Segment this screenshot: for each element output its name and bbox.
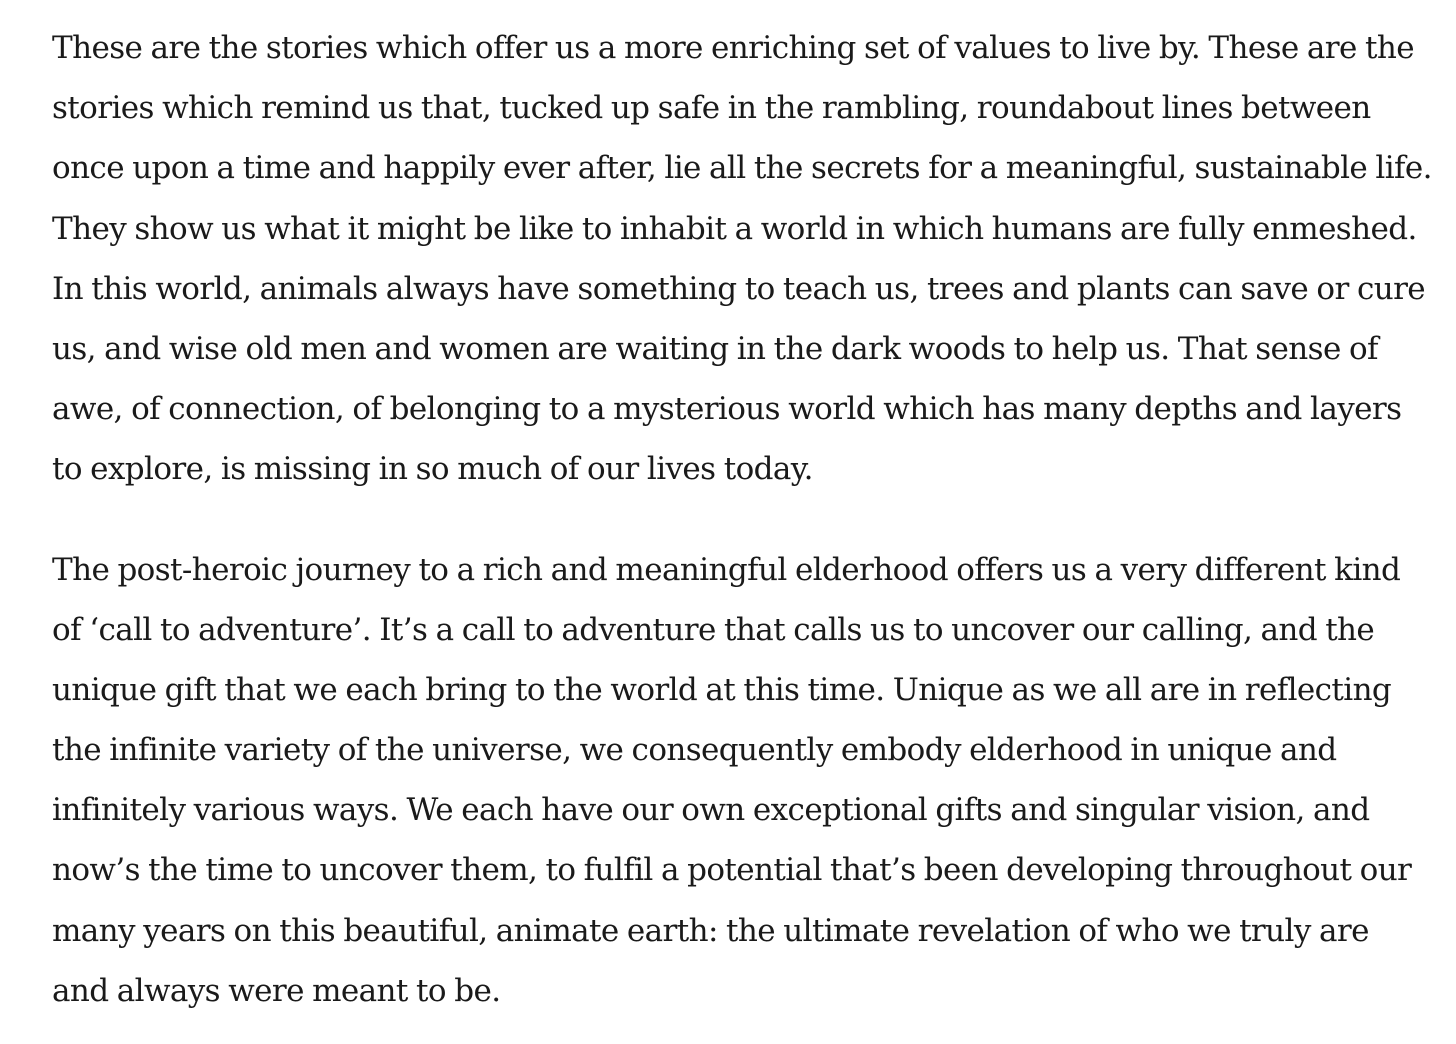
text-line: These are the stories which offer us a more enriching set of values to live by. These are the — [52, 30, 1414, 66]
text-line: The post-heroic journey to a rich and meaningful elderhood offers us a very different kind — [52, 551, 1401, 588]
text-line: now’s the time to uncover them, to fulfil a potential that’s been developing throughout our — [52, 852, 1412, 889]
text-line: many years on this beautiful, animate earth: the ultimate revelation of who we truly are — [52, 912, 1369, 949]
article-body — [52, 18, 1442, 1021]
text-line: unique gift that we each bring to the world at this time. Unique as we all are in reflecting — [52, 671, 1392, 708]
text-line: In this world, animals always have something to teach us, trees and plants can save or cure — [52, 270, 1426, 307]
text-line: and always were meant to be. — [52, 972, 501, 1009]
paragraph-1 — [52, 18, 1442, 500]
text-line: They show us what it might be like to inhabit a world in which humans are fully enmeshed. — [52, 210, 1417, 247]
text-line: once upon a time and happily ever after, lie all the secrets for a meaningful, sustainable life. — [52, 150, 1432, 187]
text-line: the infinite variety of the universe, we consequently embody elderhood in unique and — [52, 732, 1337, 769]
paragraph-2 — [52, 540, 1442, 1022]
text-line: awe, of connection, of belonging to a mysterious world which has many depths and layers — [52, 391, 1402, 428]
text-line: infinitely various ways. We each have our own exceptional gifts and singular vision, and — [52, 792, 1370, 829]
text-line: to explore, is missing in so much of our lives today. — [52, 451, 813, 488]
text-line: of ‘call to adventure’. It’s a call to adventure that calls us to uncover our calling, and the — [52, 611, 1375, 648]
text-line: stories which remind us that, tucked up safe in the rambling, roundabout lines between — [52, 90, 1371, 127]
text-line: us, and wise old men and women are waiting in the dark woods to help us. That sense of — [52, 330, 1378, 367]
